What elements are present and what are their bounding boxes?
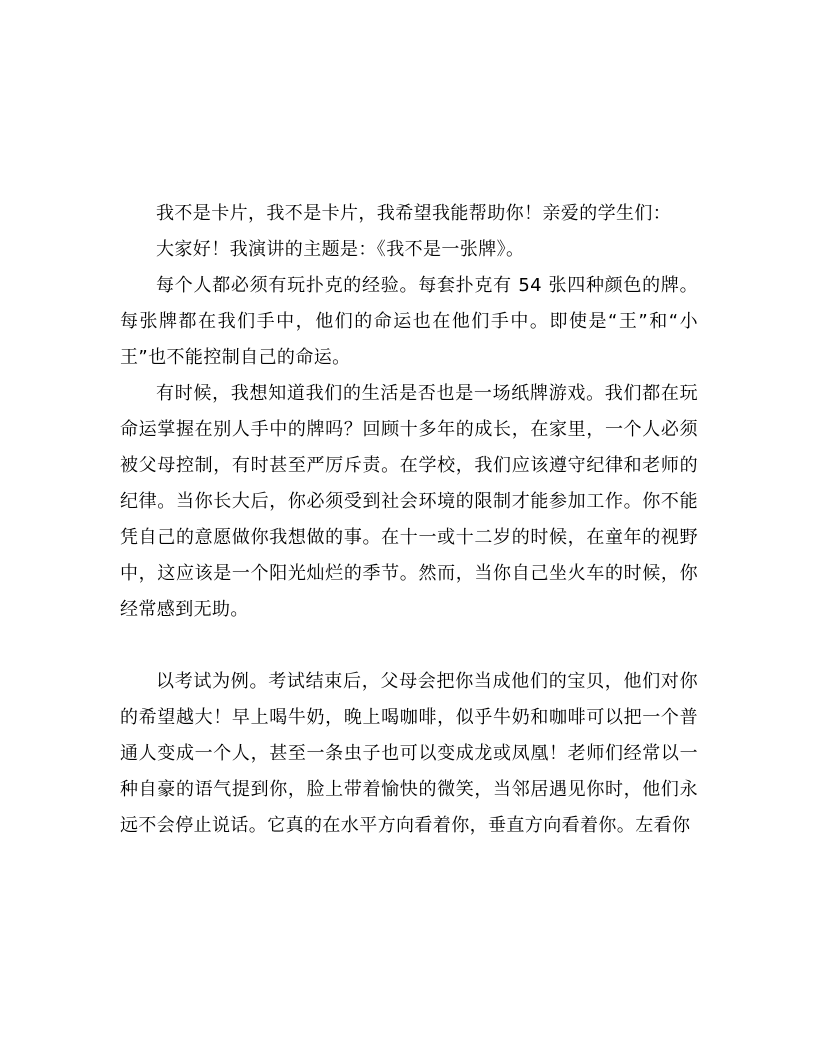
paragraph-title-line: 我不是卡片，我不是卡片，我希望我能帮助你！亲爱的学生们： <box>156 203 672 224</box>
document-body <box>120 196 698 844</box>
paragraph-spacer <box>120 628 698 664</box>
paragraph-poker-intro: 每个人都必须有玩扑克的经验。每套扑克有 54 张四种颜色的牌。每张牌都在我们手中，他们的命运也在他们手中。即使是“王”和“小王”也不能控制自己的命运。 <box>120 275 698 368</box>
paragraph-greeting: 大家好！我演讲的主题是：《我不是一张牌》。 <box>156 239 525 260</box>
paragraph-exam-example: 以考试为例。考试结束后，父母会把你当成他们的宝贝，他们对你的希望越大！早上喝牛奶，晚上喝咖啡，似乎牛奶和咖啡可以把一个普通人变成一个人，甚至一条虫子也可以变成龙或凤凰！老师们经常以一种自豪的语气提到你，脸上带着愉快的微笑，当邻居遇见你时，他们永远不会停止说话。它真的在水平方向看着你，垂直方向看着你。左看你 <box>120 671 698 836</box>
paragraph-life-card-game: 有时候，我想知道我们的生活是否也是一场纸牌游戏。我们都在玩命运掌握在别人手中的牌吗？回顾十多年的成长，在家里，一个人必须被父母控制，有时甚至严厉斥责。在学校，我们应该遵守纪律和老师的纪律。当你长大后，你必须受到社会环境的限制才能参加工作。你不能凭自己的意愿做你我想做的事。在十一或十二岁的时候，在童年的视野中，这应该是一个阳光灿烂的季节。然而，当你自己坐火车的时候，你经常感到无助。 <box>120 383 698 620</box>
